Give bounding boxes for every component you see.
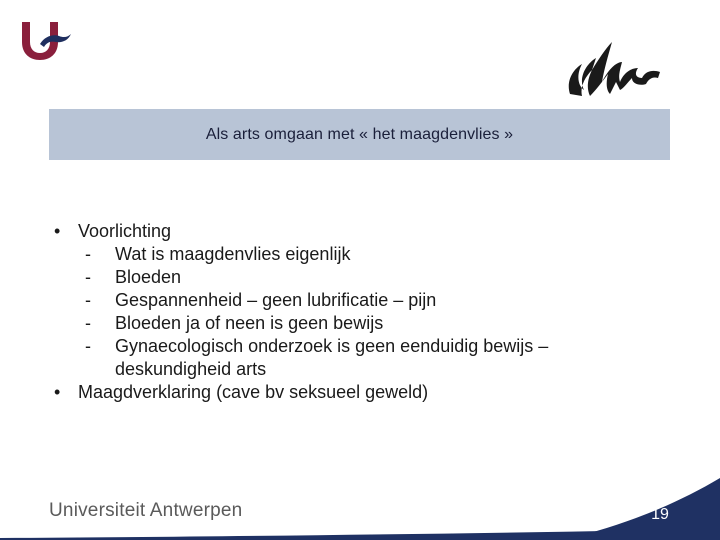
sub-list-item bbox=[48, 243, 668, 266]
bullet-mark: • bbox=[54, 382, 61, 402]
sub-list-item bbox=[48, 289, 668, 312]
sub-item-text: Wat is maagdenvlies eigenlijk bbox=[115, 244, 351, 264]
dash-mark: - bbox=[85, 290, 91, 310]
signature-logo-icon bbox=[562, 30, 666, 102]
bullet-text: Voorlichting bbox=[78, 221, 172, 241]
slide-content bbox=[48, 220, 668, 404]
dash-mark: - bbox=[85, 244, 91, 264]
sub-item-text: Bloeden bbox=[115, 267, 182, 287]
sub-list-item bbox=[48, 266, 668, 289]
sub-list bbox=[48, 243, 668, 381]
university-name: Universiteit Antwerpen bbox=[49, 500, 243, 521]
dash-mark: - bbox=[85, 267, 91, 287]
dash-mark: - bbox=[85, 313, 91, 333]
ua-u-logo-icon bbox=[16, 18, 72, 62]
sub-list-item bbox=[48, 312, 668, 335]
bullet-mark: • bbox=[54, 221, 61, 241]
bullet-text: Maagdverklaring (cave bv seksueel geweld) bbox=[78, 382, 429, 402]
sub-item-text: Gynaecologisch onderzoek is geen eenduidig bewijs – deskundigheid arts bbox=[115, 336, 549, 379]
sub-item-text: Gespannenheid – geen lubrificatie – pijn bbox=[115, 290, 437, 310]
title-bar bbox=[49, 109, 670, 160]
page-number: 19 bbox=[651, 506, 669, 523]
sub-list-item bbox=[48, 335, 668, 381]
sub-item-text: Bloeden ja of neen is geen bewijs bbox=[115, 313, 384, 333]
bullet-item-maagdverklaring bbox=[48, 381, 668, 404]
dash-mark: - bbox=[85, 336, 91, 356]
slide-title: Als arts omgaan met « het maagdenvlies » bbox=[205, 125, 514, 143]
bullet-item-voorlichting bbox=[48, 220, 668, 243]
